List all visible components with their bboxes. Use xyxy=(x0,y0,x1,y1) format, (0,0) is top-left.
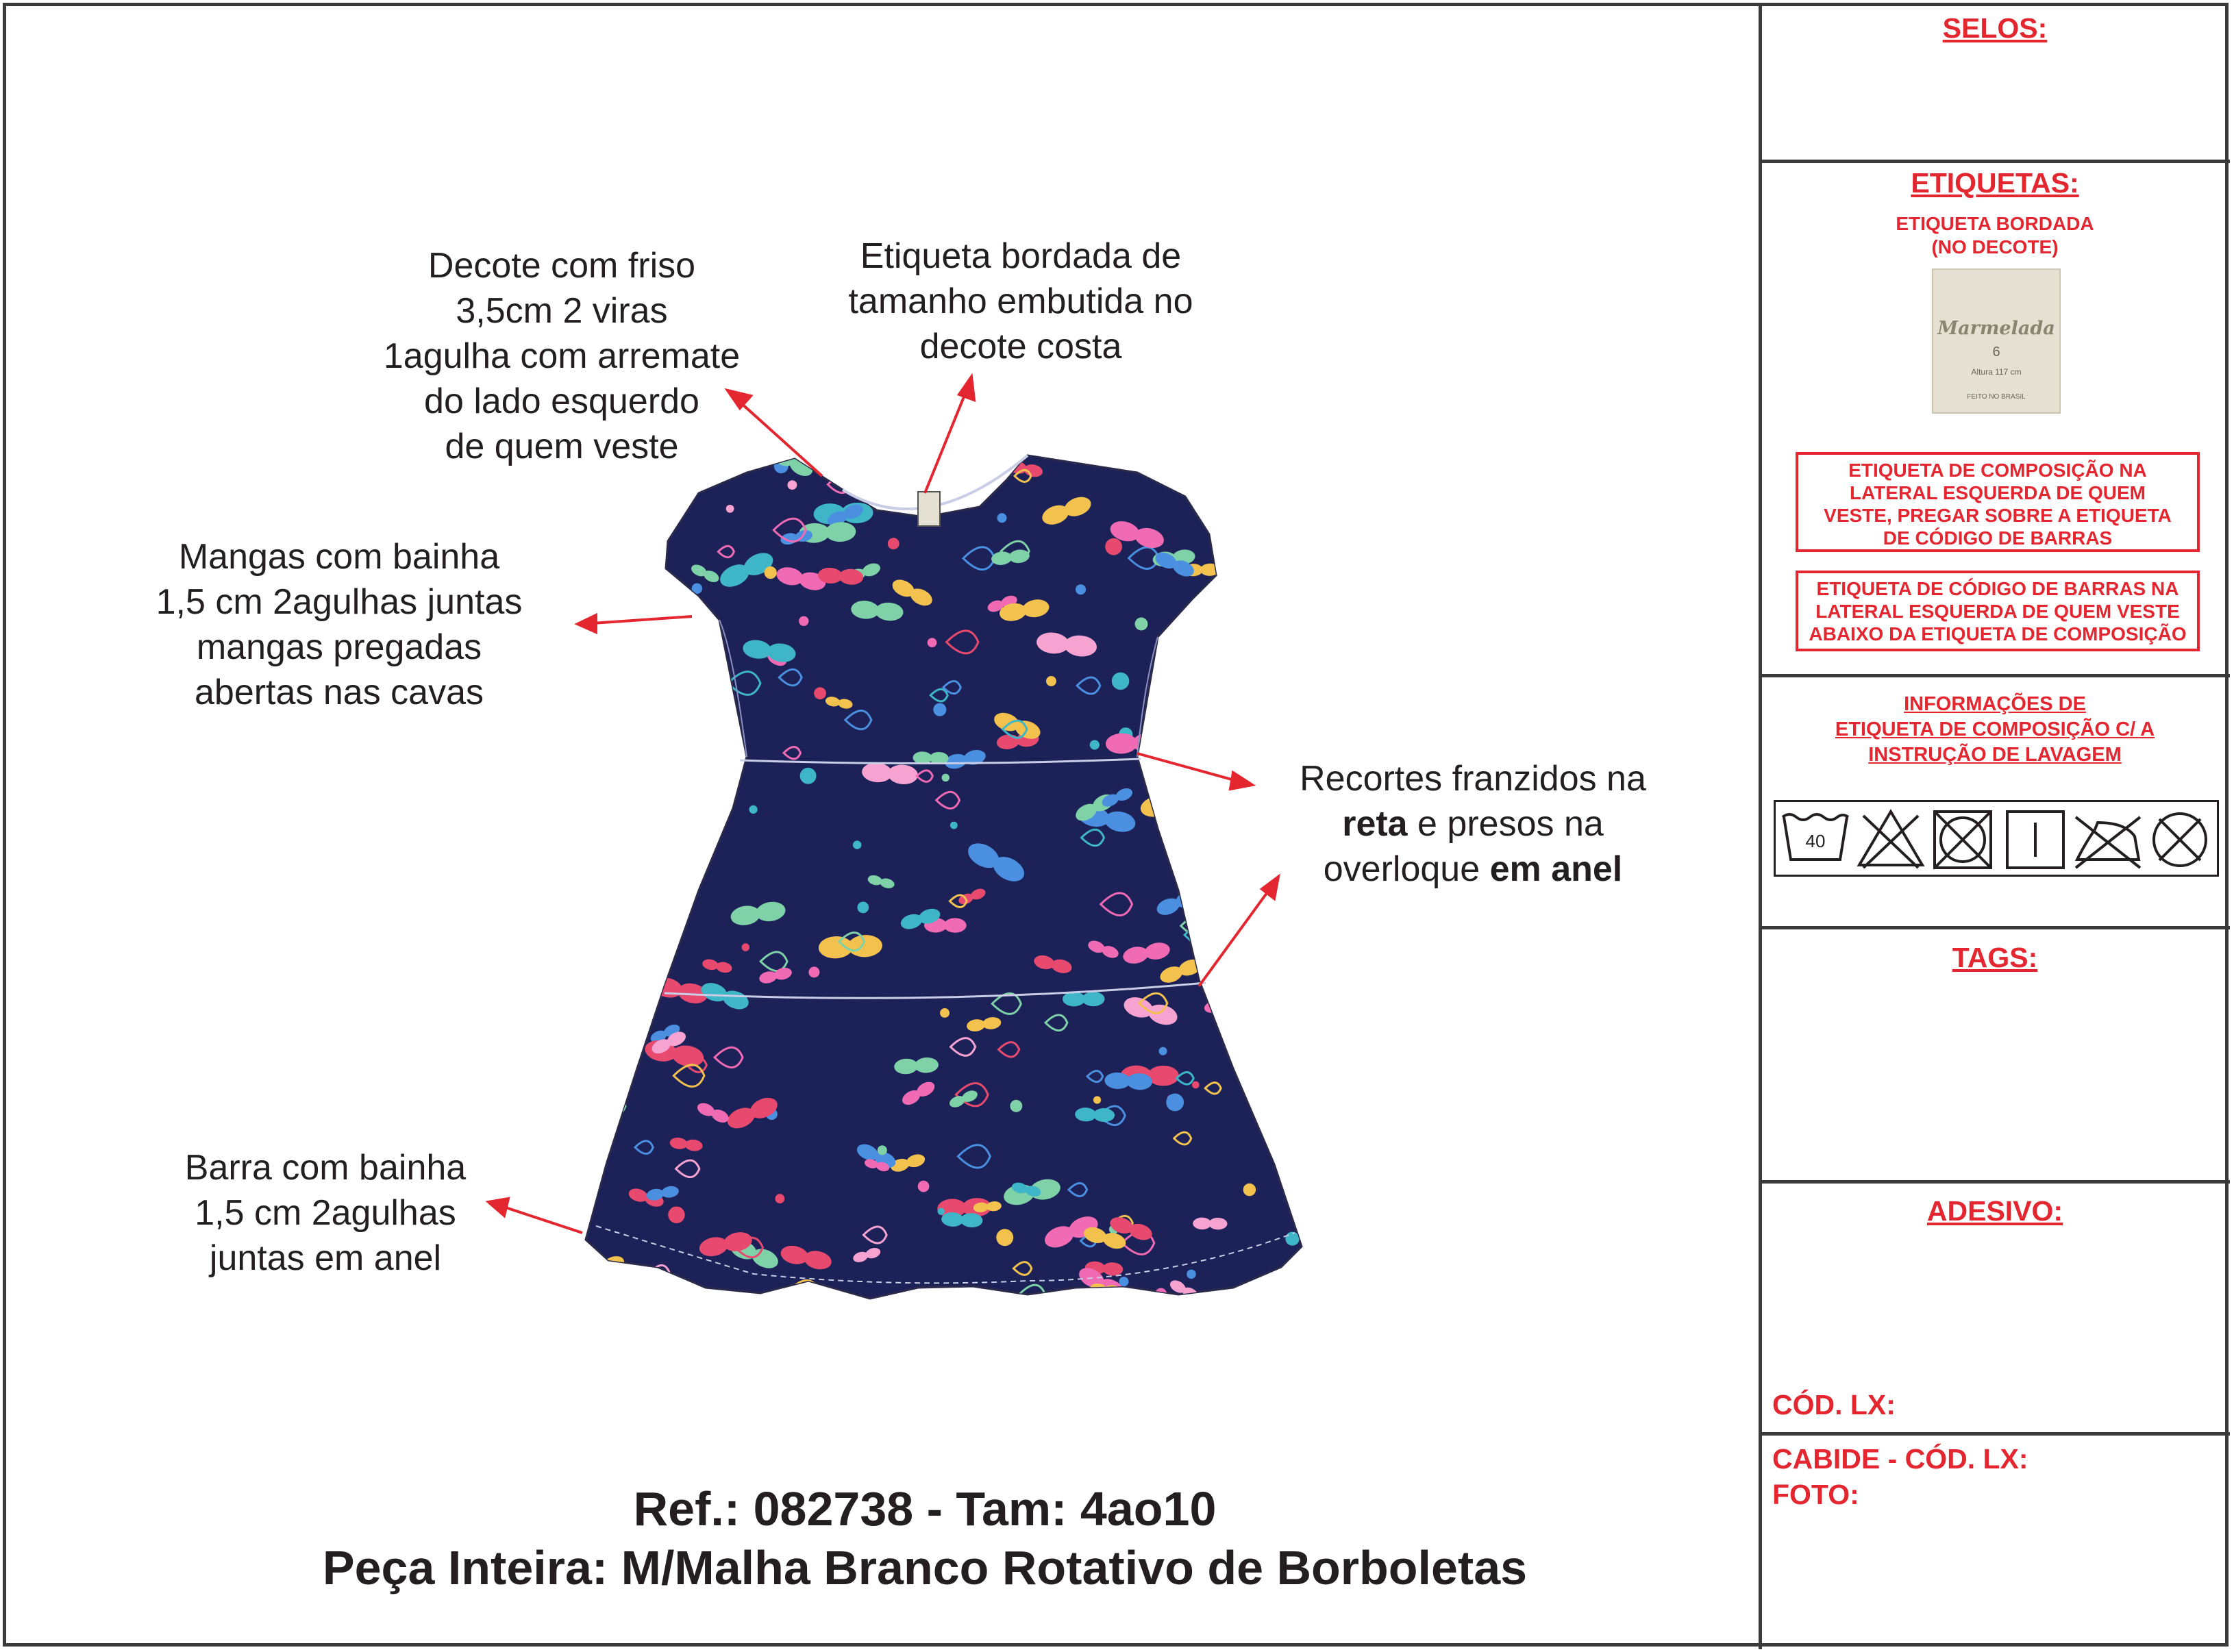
butterfly-wing xyxy=(608,899,628,914)
annotation-decote-line: 3,5cm 2 viras xyxy=(456,291,668,331)
print-dot xyxy=(765,566,777,579)
section-divider-tags xyxy=(1761,1180,2230,1184)
print-dot xyxy=(1093,1096,1101,1103)
section-divider-adesivo xyxy=(1761,1432,2230,1436)
butterfly-wing xyxy=(1228,1008,1246,1021)
print-dot xyxy=(775,1194,784,1203)
print-dot xyxy=(956,451,963,458)
print-outline-wing xyxy=(1224,577,1256,600)
print-dot xyxy=(1243,1184,1256,1197)
butterfly-wing xyxy=(656,763,693,793)
composition-label-note xyxy=(1796,452,2200,552)
product-ref: Ref.: 082738 - Tam: 4ao10 xyxy=(633,1482,1217,1536)
butterfly-wing xyxy=(1227,702,1248,716)
butterfly-wing xyxy=(630,730,665,760)
annotation-barra xyxy=(123,1145,528,1281)
print-dot xyxy=(800,768,817,784)
product-title xyxy=(137,1479,1713,1597)
annotation-etiqueta-line: decote costa xyxy=(919,327,1122,366)
butterfly-wing xyxy=(1147,1066,1179,1086)
butterfly-wing xyxy=(686,631,702,641)
label-origin: FEITO NO BRASIL xyxy=(1967,393,2026,401)
annotation-etiqueta-line: tamanho embutida no xyxy=(848,281,1193,321)
butterfly-wing xyxy=(857,441,874,456)
print-dot xyxy=(742,943,749,951)
annotation-decote-line: de quem veste xyxy=(445,427,679,466)
annotation-mangas-line: Mangas com bainha xyxy=(178,537,500,577)
label-size: 6 xyxy=(1992,345,2000,360)
no-dry-clean-icon xyxy=(2154,814,2206,866)
print-dot xyxy=(814,687,826,699)
butterfly-wing xyxy=(1200,475,1237,501)
print-outline-wing xyxy=(1304,664,1324,679)
butterfly-wing xyxy=(636,595,664,613)
butterfly-wing xyxy=(622,875,658,901)
print-dot xyxy=(997,513,1007,523)
label-brand: Marmelada xyxy=(1937,318,2055,339)
print-dot xyxy=(597,835,604,842)
barcode-note-line: ETIQUETA DE CÓDIGO DE BARRAS NA xyxy=(1816,578,2179,599)
annotation-recortes-line xyxy=(1261,801,1685,847)
print-dot xyxy=(716,783,723,790)
section-divider-etiquetas xyxy=(1761,674,2230,677)
butterfly-wing xyxy=(868,447,885,462)
print-outline-wing xyxy=(1200,947,1223,964)
print-dot xyxy=(1298,996,1311,1010)
annotation-decote-line: do lado esquerdo xyxy=(424,381,699,421)
no-iron-icon xyxy=(2076,817,2140,868)
print-outline-wing xyxy=(669,595,686,608)
print-dot xyxy=(808,966,819,977)
care-symbols xyxy=(1776,802,2217,875)
butterfly-wing xyxy=(984,450,1016,475)
butterfly-wing xyxy=(1251,599,1284,621)
print-outline-wing xyxy=(1248,1053,1276,1073)
print-dot xyxy=(1215,741,1230,756)
annotation-recortes-line xyxy=(1261,847,1685,892)
butterfly-wing xyxy=(1229,471,1266,497)
etiquetas-heading: ETIQUETAS: xyxy=(1911,167,2079,199)
print-outline-wing xyxy=(649,489,667,502)
print-dot xyxy=(585,938,595,947)
print-dot xyxy=(1090,740,1100,749)
print-dot xyxy=(940,1008,950,1018)
print-dot xyxy=(918,1181,930,1192)
composition-note-line: ETIQUETA DE COMPOSIÇÃO NA xyxy=(1848,460,2147,481)
butterfly-wing xyxy=(1146,734,1162,746)
butterfly-wing xyxy=(597,647,613,660)
butterfly-wing xyxy=(1265,438,1293,456)
print-outline-wing xyxy=(1217,815,1238,830)
print-dot xyxy=(865,464,881,481)
print-dot xyxy=(588,935,597,944)
butterfly-wing xyxy=(960,444,993,469)
adesivo-heading: ADESIVO: xyxy=(1926,1195,2063,1227)
butterfly-wing xyxy=(1311,449,1339,468)
annotation-recortes-text: overloque xyxy=(1323,849,1490,889)
print-dot xyxy=(1046,676,1056,686)
annotation-decote-line: Decote com friso xyxy=(427,246,696,286)
informacoes-heading-line: INFORMAÇÕES DE xyxy=(1904,693,2086,715)
etiqueta-bordada-line: ETIQUETA BORDADA xyxy=(1896,213,2094,234)
section-divider-informacoes xyxy=(1761,926,2230,929)
butterfly-wing xyxy=(990,458,1009,472)
annotation-recortes-bold: reta xyxy=(1342,804,1408,844)
print-dot xyxy=(635,840,643,848)
print-outline-wing xyxy=(676,702,701,720)
print-dot xyxy=(1134,618,1147,631)
print-dot xyxy=(627,599,639,611)
informacoes-heading-line: INSTRUÇÃO DE LAVAGEM xyxy=(1868,744,2122,766)
no-tumble-dry-icon xyxy=(1935,812,1991,868)
butterfly-wing xyxy=(1158,737,1174,749)
wash-temp: 40 xyxy=(1805,831,1826,851)
butterfly-wing xyxy=(1215,1010,1232,1023)
butterfly-wing xyxy=(606,740,641,769)
print-dot xyxy=(1262,1093,1273,1104)
print-dot xyxy=(950,822,958,829)
butterfly-wing xyxy=(1068,432,1097,456)
butterfly-wing xyxy=(1217,997,1237,1011)
print-dot xyxy=(1076,584,1086,595)
print-outline-wing xyxy=(611,804,641,825)
barcode-note-line: LATERAL ESQUERDA DE QUEM VESTE xyxy=(1815,601,2180,622)
butterfly-wing xyxy=(1164,731,1187,751)
print-dot xyxy=(1192,1081,1200,1089)
butterfly-wing xyxy=(1305,984,1323,1000)
print-dot xyxy=(888,538,899,549)
butterfly-wing xyxy=(1230,502,1261,525)
print-dot xyxy=(608,508,624,523)
print-outline-wing xyxy=(1192,867,1211,881)
butterfly-wing xyxy=(584,651,601,664)
annotation-barra-line: Barra com bainha xyxy=(184,1148,467,1188)
butterfly-wing xyxy=(584,1260,608,1279)
embroidered-label-sample xyxy=(1932,268,2061,414)
line-dry-icon xyxy=(2007,812,2063,868)
annotation-decote-line: 1agulha com arremate xyxy=(383,336,741,376)
annotation-barra-line: juntas em anel xyxy=(209,1238,442,1278)
print-dot xyxy=(938,1208,945,1215)
butterfly-wing xyxy=(1249,424,1286,456)
cod-lx-label: CÓD. LX: xyxy=(1772,1389,1896,1421)
product-description: Peça Inteira: M/Malha Branco Rotativo de Borboletas xyxy=(322,1541,1528,1594)
butterfly-wing xyxy=(1290,447,1317,466)
barcode-label-note xyxy=(1796,571,2200,651)
print-dot xyxy=(668,1206,685,1223)
print-outline-wing xyxy=(1206,465,1226,479)
butterfly-wing xyxy=(675,818,698,834)
butterfly-wing xyxy=(671,645,699,670)
butterfly-wing xyxy=(1253,508,1283,531)
no-bleach-icon xyxy=(1859,812,1922,868)
informacoes-heading xyxy=(1762,692,2228,768)
print-dot xyxy=(1285,1231,1299,1245)
print-dot xyxy=(1233,636,1243,647)
butterfly-wing xyxy=(1224,601,1257,623)
print-dot xyxy=(799,616,808,626)
annotation-mangas-line: abertas nas cavas xyxy=(194,673,484,712)
print-dot xyxy=(1155,1288,1167,1300)
composition-note-line: LATERAL ESQUERDA DE QUEM xyxy=(1850,482,2146,503)
label-height: Altura 117 cm xyxy=(1971,367,2022,377)
wash-40-icon xyxy=(1783,814,1848,860)
butterfly-wing xyxy=(649,814,676,835)
butterfly-wing xyxy=(669,809,697,830)
print-dot xyxy=(853,840,861,849)
butterfly-wing xyxy=(1271,640,1292,658)
print-outline-wing xyxy=(1293,1171,1312,1184)
print-outline-wing xyxy=(601,1097,625,1115)
butterfly-wing xyxy=(652,655,680,679)
print-dot xyxy=(1112,673,1129,690)
butterfly-wing xyxy=(656,817,679,833)
annotation-recortes-bold: em anel xyxy=(1489,849,1623,889)
annotation-barra-line: 1,5 cm 2agulhas xyxy=(195,1193,456,1233)
annotation-decote xyxy=(336,243,788,469)
informacoes-heading-line: ETIQUETA DE COMPOSIÇÃO C/ A xyxy=(1835,718,2155,740)
print-dot xyxy=(928,638,937,647)
foto-label: FOTO: xyxy=(1772,1479,1859,1510)
butterfly-wing xyxy=(1063,992,1085,1006)
annotation-etiqueta xyxy=(802,234,1240,369)
tags-heading: TAGS: xyxy=(1952,942,2038,973)
print-dot xyxy=(726,505,734,513)
butterfly-wing xyxy=(1272,437,1309,469)
barcode-note-line: ABAIXO DA ETIQUETA DE COMPOSIÇÃO xyxy=(1809,623,2187,644)
print-dot xyxy=(1010,1100,1022,1112)
butterfly-wing xyxy=(1148,723,1171,743)
print-dot xyxy=(857,902,869,914)
cabide-label: CABIDE - CÓD. LX: xyxy=(1772,1443,2028,1475)
print-dot xyxy=(1252,583,1264,595)
print-dot xyxy=(1246,897,1254,904)
butterfly-wing xyxy=(682,754,720,784)
annotation-recortes-line: Recortes franzidos na xyxy=(1300,759,1646,799)
annotation-recortes xyxy=(1261,756,1685,892)
annotation-mangas xyxy=(103,534,575,715)
care-symbols-panel xyxy=(1774,800,2219,877)
composition-note-line: DE CÓDIGO DE BARRAS xyxy=(1883,527,2113,549)
butterfly-wing xyxy=(1082,992,1104,1006)
butterfly-wing xyxy=(584,844,615,871)
print-dot xyxy=(1159,1047,1167,1055)
butterfly-wing xyxy=(563,853,594,879)
butterfly-wing xyxy=(1208,702,1230,716)
print-dot xyxy=(749,805,757,814)
annotation-etiqueta-line: Etiqueta bordada de xyxy=(860,236,1182,276)
butterfly-wing xyxy=(674,632,689,642)
print-outline-wing xyxy=(597,934,627,954)
print-dot xyxy=(787,480,797,490)
print-dot xyxy=(1119,1277,1128,1286)
butterfly-wing xyxy=(1242,438,1269,456)
print-dot xyxy=(996,1229,1013,1246)
butterfly-wing xyxy=(614,597,641,615)
butterfly-wing xyxy=(651,879,687,905)
print-dot xyxy=(933,703,946,716)
butterfly-wing xyxy=(600,987,618,1001)
butterfly-wing xyxy=(1165,788,1200,814)
butterfly-wing xyxy=(593,895,613,911)
print-dot xyxy=(645,698,662,715)
print-dot xyxy=(1105,538,1122,555)
annotation-mangas-line: 1,5 cm 2agulhas juntas xyxy=(156,582,523,622)
butterfly-wing xyxy=(1285,635,1306,652)
etiqueta-bordada-caption xyxy=(1762,212,2228,259)
selos-heading: SELOS: xyxy=(1942,12,2048,44)
butterfly-wing xyxy=(613,984,631,997)
butterfly-wing xyxy=(975,460,994,474)
etiqueta-bordada-line: (NO DECOTE) xyxy=(1931,236,2059,258)
print-dot xyxy=(942,774,950,781)
section-divider-selos xyxy=(1761,160,2230,163)
print-dot xyxy=(1187,1270,1196,1279)
print-dot xyxy=(1284,966,1300,982)
print-dot xyxy=(878,1145,887,1155)
print-dot xyxy=(1166,1094,1184,1112)
annotation-recortes-text: e presos na xyxy=(1407,804,1604,844)
butterfly-wing xyxy=(1293,978,1311,994)
annotation-mangas-line: mangas pregadas xyxy=(196,627,482,667)
composition-note-line: VESTE, PREGAR SOBRE A ETIQUETA xyxy=(1824,505,2172,526)
print-dot xyxy=(1226,649,1241,664)
